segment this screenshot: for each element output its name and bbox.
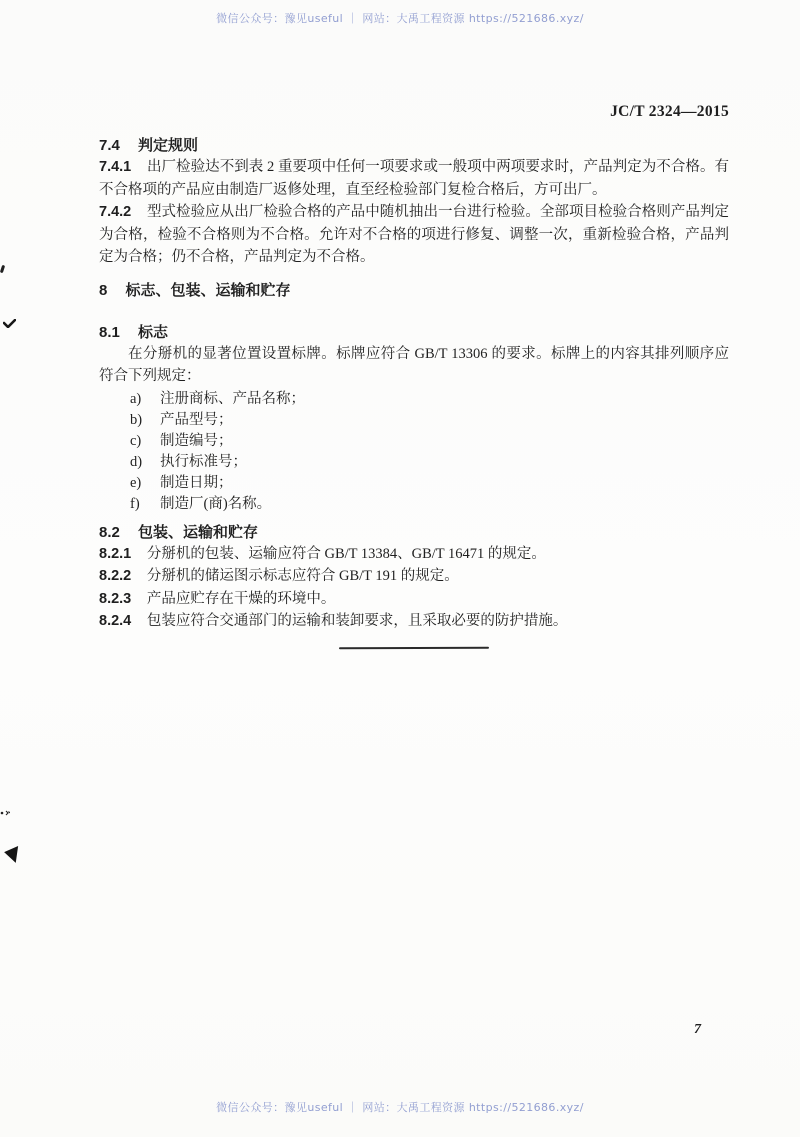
paragraph-8-2-1 (99, 543, 729, 566)
heading-title: 标志、包装、运输和贮存 (125, 281, 291, 299)
clause-number: 8.2.4 (99, 613, 132, 629)
nameplate-item-list (99, 389, 729, 515)
list-marker: d) (130, 453, 143, 470)
clause-text: 包装应符合交通部门的运输和装卸要求，且采取必要的防护措施。 (146, 613, 568, 629)
heading-title: 判定规则 (138, 137, 199, 154)
list-marker: e) (130, 474, 142, 491)
paragraph-7-4-2 (99, 201, 729, 269)
list-marker: b) (130, 411, 143, 428)
watermark-bottom: 微信公众号：豫见useful ｜ 网站：大禹工程资源 https://521686.xyz/ (216, 1101, 584, 1114)
clause-text: 产品应贮存在干燥的环境中。 (146, 590, 336, 607)
list-text: 执行标准号； (160, 453, 247, 470)
list-text: 注册商标、产品名称； (160, 390, 305, 407)
list-marker: c) (130, 432, 142, 449)
list-item (99, 473, 729, 494)
standard-number-header: JC/T 2324—2015 (610, 103, 729, 120)
heading-title: 包装、运输和贮存 (138, 523, 259, 541)
clause-number: 7.4.2 (99, 204, 132, 220)
paragraph-7-4-1 (99, 156, 729, 201)
watermark-top: 微信公众号：豫见useful ｜ 网站：大禹工程资源 https://521686.xyz/ (216, 12, 584, 25)
list-marker: f) (130, 495, 140, 512)
list-text: 产品型号； (160, 411, 233, 428)
clause-number: 8.2.1 (99, 545, 132, 562)
clause-number: 7.4.1 (99, 159, 132, 175)
clause-text: 分掰机的储运图示标志应符合 GB/T 191 的规定。 (146, 568, 459, 584)
document-content (99, 103, 729, 649)
heading-8 (99, 281, 729, 301)
list-text: 制造编号； (160, 432, 233, 449)
ink-speck-mark (0, 265, 5, 274)
list-item (99, 452, 729, 473)
heading-number: 8 (99, 281, 108, 299)
list-text: 制造厂(商)名称。 (160, 495, 272, 512)
heading-7-4 (99, 136, 729, 156)
paragraph-8-2-2 (99, 565, 729, 588)
list-item (99, 431, 729, 452)
list-item (99, 389, 729, 410)
end-of-text-rule (339, 646, 489, 649)
heading-number: 8.2 (99, 523, 120, 541)
checkmark-icon (3, 319, 16, 328)
heading-8-2 (99, 523, 729, 543)
list-text: 制造日期； (160, 474, 233, 491)
paragraph-8-2-4 (99, 610, 729, 633)
list-item (99, 494, 729, 515)
paragraph-8-1-intro: 在分掰机的显著位置设置标牌。标牌应符合 GB/T 13306 的要求。标牌上的内容其排列顺序应符合下列规定： (99, 345, 729, 384)
list-item (99, 410, 729, 431)
paragraph-8-2-3 (99, 588, 729, 611)
heading-number: 7.4 (99, 137, 120, 154)
heading-8-1 (99, 323, 729, 343)
heading-title: 标志 (138, 323, 169, 341)
page-number: 7 (694, 1022, 702, 1037)
ink-speck-mark (0, 804, 10, 822)
heading-number: 8.1 (99, 323, 120, 341)
clause-text: 出厂检验达不到表 2 重要项中任何一项要求或一般项中两项要求时，产品判定为不合格。有不合格项的产品应由制造厂返修处理，直至经检验部门复检合格后，方可出厂。 (99, 159, 730, 198)
checkmark-ink-mark (3, 315, 16, 333)
clause-text: 型式检验应从出厂检验合格的产品中随机抽出一台进行检验。全部项目检验合格则产品判定为合格，检验不合格则为不合格。允许对不合格的项进行修复、调整一次，重新检验合格，产品判定为合格；仍不合格，产品判定为不合格。 (99, 204, 730, 265)
triangle-ink-mark (3, 844, 18, 863)
clause-number: 8.2.2 (99, 568, 132, 584)
clause-text: 分掰机的包装、运输应符合 GB/T 13384、GB/T 16471 的规定。 (146, 545, 546, 562)
speck-icon (0, 810, 10, 817)
list-marker: a) (130, 390, 142, 407)
clause-number: 8.2.3 (99, 590, 132, 607)
